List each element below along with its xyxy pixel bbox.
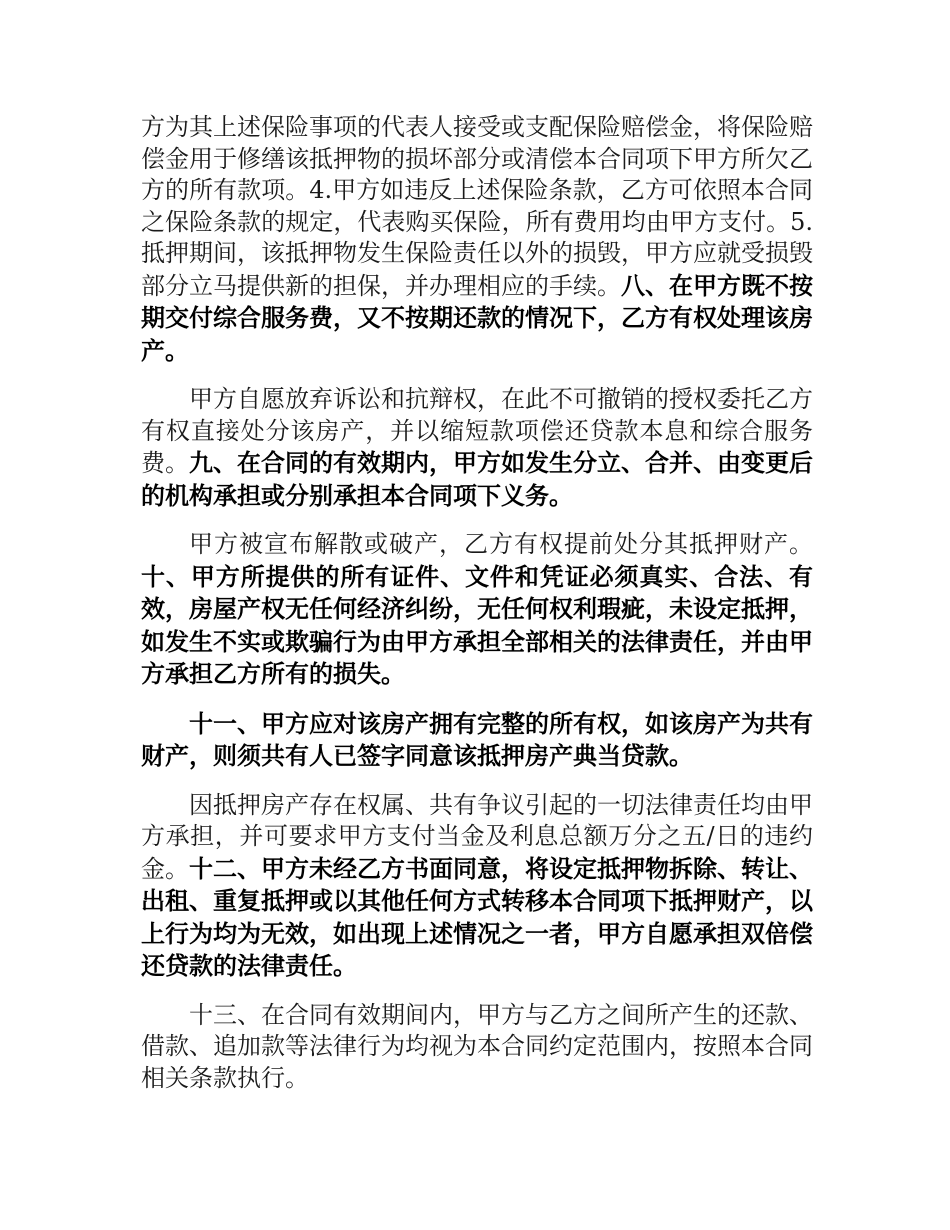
text-run: 因抵押房产存在权属、共有争议引起的一切法律责任均由甲方承担，并可要求甲方支付当金及利息总额万分之五/日的违约金。 bbox=[141, 790, 813, 883]
clause-10-heading: 十、甲方所提供的所有证件、文件和凭证必须真实、合法、有效，房屋产权无任何经济纠纷，无任何权利瑕疵，未设定抵押，如发生不实或欺骗行为由甲方承担全部相关的法律责任，并由甲方承担乙方所有的损失。 bbox=[141, 561, 813, 688]
clause-8-heading: 八、在甲方既不按期交付综合服务费，又不按期还款的情况下，乙方有权处理该房产。 bbox=[141, 270, 813, 365]
paragraph-1 bbox=[141, 112, 813, 367]
paragraph-5 bbox=[141, 790, 813, 983]
paragraph-2 bbox=[141, 384, 813, 512]
clause-12-heading: 十二、甲方未经乙方书面同意，将设定抵押物拆除、转让、出租、重复抵押或以其他任何方式转移本合同项下抵押财产，以上行为均为无效，如出现上述情况之一者，甲方自愿承担双倍偿还贷款的法律责任。 bbox=[141, 853, 813, 980]
clause-13-text: 十三、在合同有效期间内，甲方与乙方之间所产生的还款、借款、追加款等法律行为均视为本合同约定范围内，按照本合同相关条款执行。 bbox=[141, 1000, 813, 1092]
paragraph-6 bbox=[141, 1000, 813, 1095]
paragraph-4 bbox=[141, 708, 813, 773]
text-run: 甲方被宣布解散或破产，乙方有权提前处分其抵押财产。 bbox=[189, 530, 813, 558]
clause-11-heading: 十一、甲方应对该房产拥有完整的所有权，如该房产为共有财产，则须共有人已签字同意该抵押房产典当贷款。 bbox=[141, 708, 813, 770]
clause-9-heading: 九、在合同的有效期内，甲方如发生分立、合并、由变更后的机构承担或分别承担本合同项下义务。 bbox=[141, 448, 813, 510]
text-run: 甲方自愿放弃诉讼和抗辩权，在此不可撤销的授权委托乙方有权直接处分该房产，并以缩短款项偿还贷款本息和综合服务费。 bbox=[141, 385, 813, 477]
paragraph-3 bbox=[141, 529, 813, 691]
text-run: 方为其上述保险事项的代表人接受或支配保险赔偿金，将保险赔偿金用于修缮该抵押物的损坏部分或清偿本合同项下甲方所欠乙方的所有款项。4.甲方如违反上述保险条款，乙方可依照本合同之保险条款的规定，代表购买保险，所有费用均由甲方支付。5.抵押期间，该抵押物发生保险责任以外的损毁，甲方应就受损毁部分立马提供新的担保，并办理相应的手续。 bbox=[141, 113, 813, 300]
document-body bbox=[141, 112, 813, 1111]
